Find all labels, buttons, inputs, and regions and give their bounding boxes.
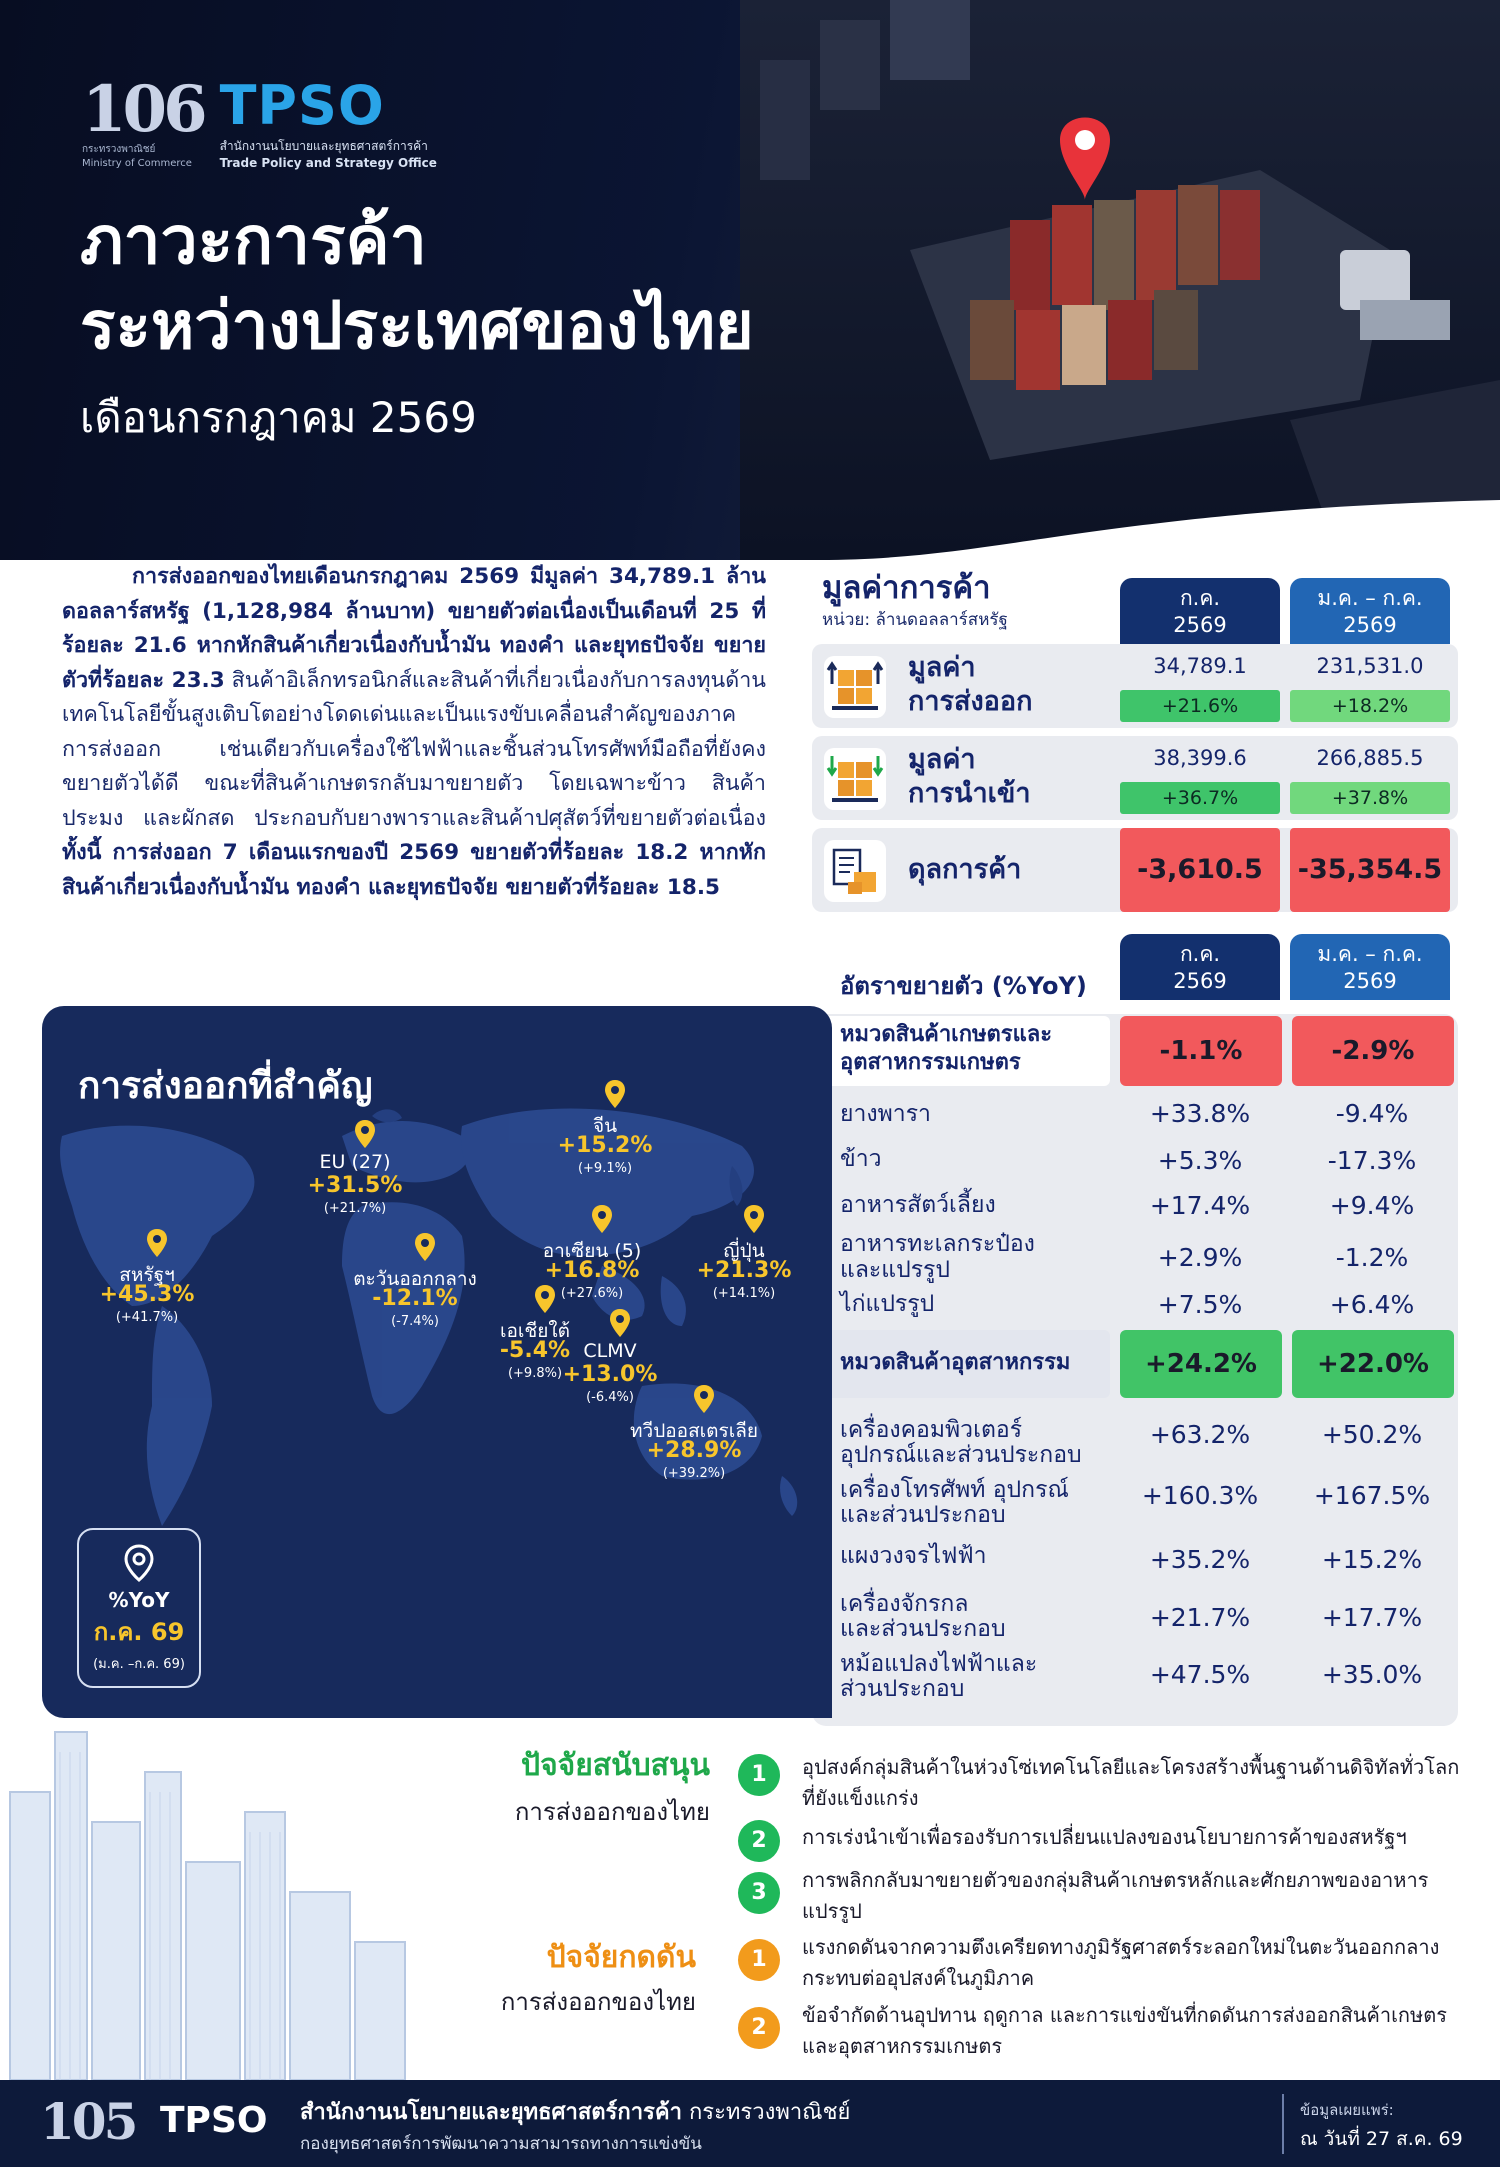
market-growth-ytd: (+9.1%) (577, 1161, 633, 1176)
agri-item-label-line1: อาหารทะเลกระป๋อง (840, 1231, 1035, 1257)
agri-head-line1: หมวดสินค้าเกษตรและ (840, 1022, 1053, 1047)
hero-banner (0, 0, 1500, 560)
industrial-item-label-line2: ส่วนประกอบ (840, 1676, 965, 1702)
footer-tpso-logo: TPSO (160, 2100, 268, 2141)
export-growth-ytd: +18.2% (1290, 690, 1450, 722)
intro-summary-bold: ทั้งนี้ การส่งออก 7 เดือนแรกของปี 2569 ขยายตัวที่ร้อยละ 18.2 หากหักสินค้าเกี่ยวเนื่องกับน้ำมัน ทองคำ และยุทธปัจจัย ขยายตัวที่ร้อยละ 18.5 (62, 840, 766, 900)
market-growth-month: +13.0% (562, 1362, 658, 1387)
agri-item-ytd: +9.4% (1329, 1191, 1415, 1220)
industrial-item-label-line1: เครื่องโทรศัพท์ อุปกรณ์ (840, 1477, 1069, 1503)
support-number-badge: 2 (738, 1820, 780, 1862)
import-label-line1: มูลค่า (908, 744, 976, 775)
support-factor-text: การเร่งนำเข้าเพื่อรองรับการเปลี่ยนแปลงของนโยบายการค้าของสหรัฐฯ (802, 1825, 1407, 1849)
growth-col-month-year: 2569 (1173, 969, 1227, 993)
market-name: สหรัฐฯ (119, 1264, 175, 1286)
agri-item-ytd: -1.2% (1335, 1243, 1409, 1272)
export-markets-map (42, 1006, 832, 1718)
import-label-line2: การนำเข้า (908, 778, 1031, 809)
industrial-item-month: +160.3% (1141, 1481, 1259, 1510)
support-factor-text: อุปสงค์กลุ่มสินค้าในห่วงโซ่เทคโนโลยีและโครงสร้างพื้นฐานด้านดิจิทัลทั่วโลกที่ยังแข็งแกร่ง (802, 1755, 1460, 1810)
pressure-factors-subtitle: การส่งออกของไทย (500, 1988, 696, 2016)
location-pin-icon (414, 1232, 436, 1262)
trade-col-month-header (1120, 578, 1280, 644)
industrial-item-month: +63.2% (1149, 1420, 1251, 1449)
hero-bottom-curve (0, 500, 1500, 560)
market-name: จีน (592, 1115, 618, 1137)
footer-published-date: ณ วันที่ 27 ส.ค. 69 (1300, 2128, 1463, 2150)
agri-item-label: อาหารสัตว์เลี้ยง (840, 1192, 996, 1218)
export-boxes-icon (824, 656, 886, 718)
agri-item-label: ไก่แปรรูป (840, 1291, 935, 1317)
legend-yoy-label: %YoY (108, 1588, 170, 1612)
page-title-line2: ระหว่างประเทศของไทย (80, 287, 754, 364)
tpso-name-th: สำนักงานนโยบายและยุทธศาสตร์การค้า (219, 138, 428, 153)
city-skyline-illustration (0, 1712, 440, 2080)
import-value-ytd: 266,885.5 (1316, 746, 1424, 770)
industrial-item-month: +21.7% (1149, 1603, 1251, 1632)
footer-org (300, 2094, 850, 2129)
intro-body: สินค้าอิเล็กทรอนิกส์และสินค้าที่เกี่ยวเนื่องกับการลงทุนด้านเทคโนโลยีขั้นสูงเติบโตอย่างโดดเด่นและเป็นแรงขับเคลื่อนสำคัญของภาคการส่งออก เช่นเดียวกับเครื่องใช้ไฟฟ้าและชิ้นส่วนโทรศัพท์มือถือที่ยังคงขยายตัวได้ดี ขณะที่สินค้าเกษตรกลับมาขยายตัว โดยเฉพาะข้าว สินค้าประมง และผักสด ประกอบกับยางพาราและสินค้าปศุสัตว์ที่ขยายตัวต่อเนื่อง (62, 667, 766, 831)
industrial-item-label-line1: เครื่องคอมพิวเตอร์ (840, 1417, 1023, 1443)
col-month-year: 2569 (1173, 613, 1227, 637)
col-ytd-year: 2569 (1343, 613, 1397, 637)
agri-head-month: -1.1% (1120, 1016, 1282, 1086)
agri-item-month: +33.8% (1149, 1099, 1251, 1128)
growth-col-ytd-year: 2569 (1343, 969, 1397, 993)
market-growth-ytd: (-6.4%) (586, 1390, 634, 1405)
pressure-number-badge: 1 (738, 1939, 780, 1981)
industrial-item-month: +47.5% (1149, 1660, 1251, 1689)
location-pin-icon (534, 1284, 556, 1314)
market-growth-month: +28.9% (646, 1438, 742, 1463)
page-title-line1: ภาวะการค้า (80, 202, 427, 279)
market-name: ทวีปออสเตรเลีย (630, 1420, 758, 1442)
industrial-item-label-line1: หม้อแปลงไฟฟ้าและ (840, 1651, 1038, 1677)
industrial-item-label-line2: และส่วนประกอบ (840, 1616, 1006, 1642)
industrial-item-label: แผงวงจรไฟฟ้า (840, 1543, 987, 1569)
growth-col-month-label: ก.ค. (1179, 942, 1221, 966)
market-name: เอเชียใต้ (499, 1320, 571, 1342)
location-pin-icon (743, 1204, 765, 1234)
agri-item-ytd: +6.4% (1329, 1290, 1415, 1319)
market-growth-ytd: (+21.7%) (323, 1201, 387, 1216)
page-footer (0, 2080, 1500, 2167)
map-legend (77, 1528, 201, 1688)
import-growth-month: +36.7% (1120, 782, 1280, 814)
market-growth-month: +16.8% (544, 1258, 640, 1283)
market-name: อาเซียน (5) (542, 1240, 642, 1262)
agri-item-month: +7.5% (1157, 1290, 1243, 1319)
market-growth-month: -12.1% (372, 1286, 458, 1311)
agri-item-label-line2: และแปรรูป (840, 1257, 951, 1283)
pressure-factor-text: ข้อจำกัดด้านอุปทาน ฤดูกาล และการแข่งขันที่กดดันการส่งออกสินค้าเกษตรและอุตสาหกรรมเกษตร (802, 2003, 1447, 2058)
market-name: ตะวันออกกลาง (353, 1268, 477, 1290)
growth-col-month-header (1120, 934, 1280, 1000)
market-growth-ytd: (+14.1%) (712, 1286, 776, 1301)
legend-ytd: (ม.ค. –ก.ค. 69) (93, 1657, 185, 1672)
market-growth-ytd: (+39.2%) (662, 1466, 726, 1481)
col-ytd-label: ม.ค. – ก.ค. (1317, 586, 1423, 610)
col-month-label: ก.ค. (1179, 586, 1221, 610)
trade-balance-row (812, 828, 1458, 912)
import-boxes-icon (824, 748, 886, 810)
legend-month: ก.ค. 69 (93, 1618, 185, 1646)
agri-item-ytd: -9.4% (1335, 1099, 1409, 1128)
page-subtitle: เดือนกรกฎาคม 2569 (80, 393, 477, 442)
industrial-head-month: +24.2% (1120, 1330, 1282, 1398)
market-name: CLMV (583, 1340, 637, 1362)
anniversary-logo (82, 72, 204, 170)
industrial-item-ytd: +50.2% (1321, 1420, 1423, 1449)
agri-item-month: +2.9% (1157, 1243, 1243, 1272)
anniversary-ministry-th: กระทรวงพาณิชย์ (82, 144, 156, 155)
industrial-head-ytd: +22.0% (1292, 1330, 1454, 1398)
agri-item-label: ยางพารา (840, 1101, 931, 1127)
trade-balance-month: -3,610.5 (1120, 828, 1280, 912)
market-growth-month: +31.5% (307, 1173, 403, 1198)
location-pin-icon (604, 1079, 626, 1109)
agri-head-ytd: -2.9% (1292, 1016, 1454, 1086)
export-label-line1: มูลค่า (908, 652, 976, 683)
pressure-number-badge: 2 (738, 2007, 780, 2049)
location-pin-icon (609, 1308, 631, 1338)
market-growth-month: +15.2% (557, 1133, 653, 1158)
anniversary-ministry-en: Ministry of Commerce (82, 158, 192, 169)
footer-anniversary-logo: 105 (40, 2092, 136, 2151)
agri-item-month: +17.4% (1149, 1191, 1251, 1220)
industrial-item-ytd: +17.7% (1321, 1603, 1423, 1632)
tpso-name-en: Trade Policy and Strategy Office (219, 155, 437, 170)
agri-item-ytd: -17.3% (1327, 1146, 1417, 1175)
export-value-row (812, 644, 1458, 728)
support-factors-title: ปัจจัยสนับสนุน (521, 1748, 710, 1783)
industrial-item-month: +35.2% (1149, 1545, 1251, 1574)
growth-col-ytd-header (1290, 934, 1450, 1000)
agri-head-line2: อุตสาหกรรมเกษตร (840, 1050, 1021, 1075)
industrial-item-ytd: +15.2% (1321, 1545, 1423, 1574)
export-value-ytd: 231,531.0 (1316, 654, 1424, 678)
import-growth-ytd: +37.8% (1290, 782, 1450, 814)
trade-value-title: มูลค่าการค้า (822, 570, 991, 606)
location-pin-outline-icon (124, 1544, 154, 1582)
footer-ministry: กระทรวงพาณิชย์ (681, 2100, 851, 2125)
anniversary-number: 106 (82, 72, 204, 147)
support-number-badge: 1 (738, 1754, 780, 1796)
market-growth-ytd: (+41.7%) (115, 1310, 179, 1325)
tpso-logo (219, 73, 437, 170)
growth-col-ytd-label: ม.ค. – ก.ค. (1317, 942, 1423, 966)
market-growth-month: -5.4% (499, 1338, 571, 1363)
location-pin-icon (693, 1384, 715, 1414)
header-logos (82, 72, 437, 170)
tpso-wordmark: TPSO (219, 73, 385, 137)
import-value-row (812, 736, 1458, 820)
footer-department: กองยุทธศาสตร์การพัฒนาความสามารถทางการแข่งขัน (300, 2134, 702, 2154)
industrial-item-ytd: +167.5% (1313, 1481, 1431, 1510)
industrial-head-label: หมวดสินค้าอุตสาหกรรม (840, 1350, 1071, 1375)
market-growth-ytd: (-7.4%) (391, 1314, 439, 1329)
agri-item-month: +5.3% (1157, 1146, 1243, 1175)
market-growth-month: +45.3% (99, 1282, 195, 1307)
location-pin-icon (591, 1204, 613, 1234)
cargo-ship-illustration (740, 0, 1500, 560)
import-value-month: 38,399.6 (1153, 746, 1247, 770)
trade-balance-label: ดุลการค้า (908, 854, 1022, 885)
export-growth-month: +21.6% (1120, 690, 1280, 722)
market-name: ญี่ปุ่น (723, 1240, 765, 1262)
trade-balance-icon (824, 840, 886, 902)
agri-item-label: ข้าว (840, 1146, 882, 1172)
industrial-item-label-line1: เครื่องจักรกล (840, 1591, 969, 1617)
intro-lead-bold: การส่งออกของไทยเดือนกรกฎาคม 2569 มีมูลค่า 34,789.1 ล้านดอลลาร์สหรัฐ (1,128,984 ล้านบาท) ขยายตัวต่อเนื่องเป็นเดือนที่ 25 ที่ร้อยละ 21.6 หากหักสินค้าเกี่ยวเนื่องกับน้ำมัน ทองคำ และยุทธปัจจัย ขยายตัวที่ร้อยละ 23.3 (62, 564, 766, 693)
trade-balance-ytd: -35,354.5 (1290, 828, 1450, 912)
location-pin-icon (354, 1119, 376, 1149)
market-growth-ytd: (+9.8%) (507, 1366, 563, 1381)
trade-value-unit: หน่วย: ล้านดอลลาร์สหรัฐ (822, 610, 1008, 630)
industrial-item-label-line2: และส่วนประกอบ (840, 1502, 1006, 1528)
export-value-month: 34,789.1 (1153, 654, 1247, 678)
pressure-factors-title: ปัจจัยกดดัน (546, 1940, 696, 1975)
industrial-item-label-line2: อุปกรณ์และส่วนประกอบ (840, 1442, 1082, 1468)
footer-org-name: สำนักงานนโยบายและยุทธศาสตร์การค้า (300, 2100, 682, 2125)
growth-title: อัตราขยายตัว (%YoY) (840, 972, 1087, 1000)
location-pin-icon (146, 1228, 168, 1258)
intro-paragraph (62, 560, 766, 905)
support-factors-subtitle: การส่งออกของไทย (514, 1798, 710, 1826)
market-name: EU (27) (319, 1151, 391, 1173)
trade-col-ytd-header (1290, 578, 1450, 644)
footer-published-label: ข้อมูลเผยแพร่: (1300, 2101, 1394, 2119)
support-factor-text: การพลิกกลับมาขยายตัวของกลุ่มสินค้าเกษตรหลักและศักยภาพของอาหารแปรรูป (802, 1868, 1429, 1923)
footer-divider (1282, 2094, 1284, 2154)
support-number-badge: 3 (738, 1872, 780, 1914)
industrial-item-ytd: +35.0% (1321, 1660, 1423, 1689)
export-label-line2: การส่งออก (908, 686, 1033, 717)
market-growth-month: +21.3% (696, 1258, 792, 1283)
map-title: การส่งออกที่สำคัญ (78, 1064, 373, 1107)
market-growth-ytd: (+27.6%) (560, 1286, 624, 1301)
pressure-factor-text: แรงกดดันจากความตึงเครียดทางภูมิรัฐศาสตร์ระลอกใหม่ในตะวันออกกลางกระทบต่ออุปสงค์ในภูมิภาค (802, 1935, 1440, 1990)
